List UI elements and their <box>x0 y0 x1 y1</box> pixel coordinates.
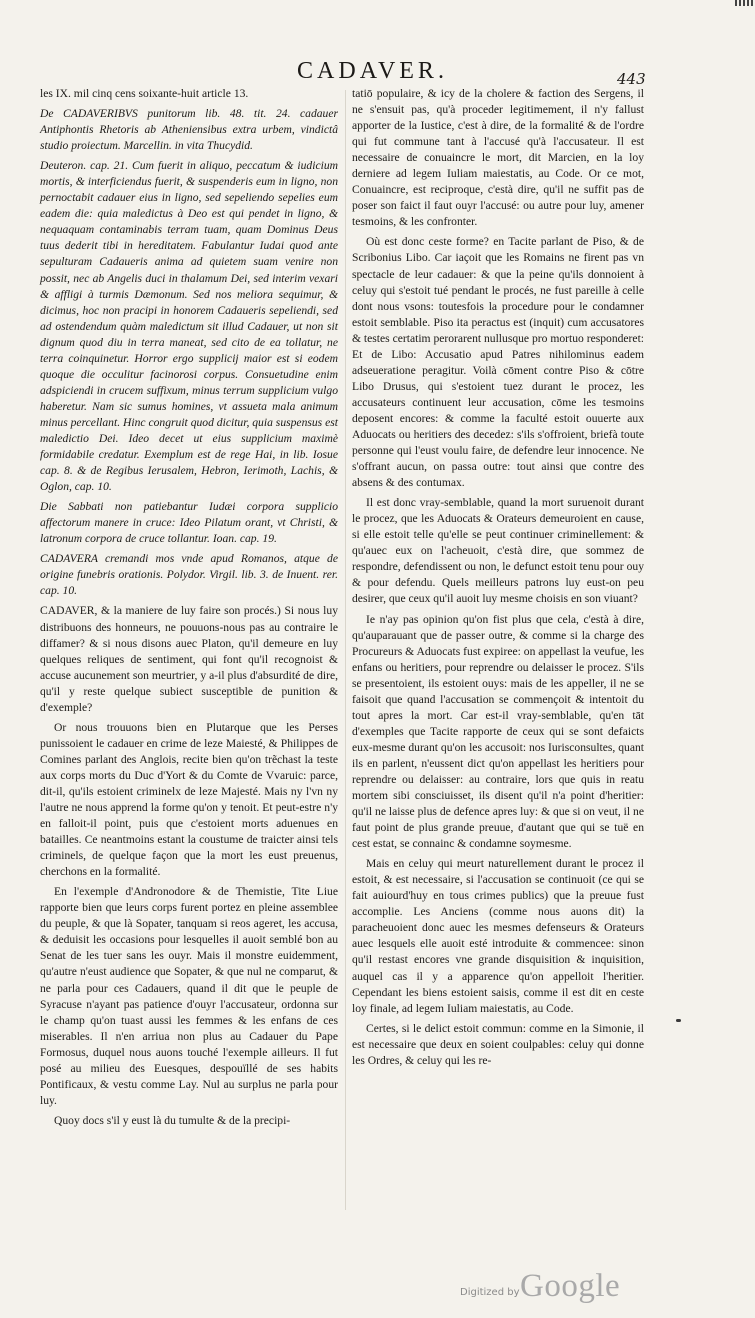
google-logo: Google <box>520 1268 621 1304</box>
paragraph: les IX. mil cinq cens soixante-huit article 13. <box>40 87 249 100</box>
scan-edge-mark <box>735 0 755 6</box>
paragraph: Mais en celuy qui meurt naturellement durant le procez il estoit, & est necessaire, si l'accusation se continuoit (ce qui se fait auiourd'huy en tous crimes publics) que la preuue fust accomplie. Les Anciens (comme nous auons dit) la paracheuoient donc auec les mesmes defenseurs & Orateurs auec lesquels elle auoit esté introduite & commencee: sinon qu'il restast encores vne grande disquisition & inquisition, auquel cas il y a apparence qu'on appelloit l'heritier. Cependant les biens estoient saisis, comme il est dit en ceste loy finale, ad legem Iuliam maiestatis, au Code. <box>352 857 644 1015</box>
paragraph: Or nous trouuons bien en Plutarque que les Perses punissoient le cadauer en crime de leze Maiesté, & Philippes de Comines parlant des Anglois, recite bien qu'on trẽchast la teste aux corps morts du Duc d'Yort & du Comte de Vvaruic: parce, dit-il, qu'ils estoient criminelx de leze Majesté. Mais ny l'vn ny l'autre ne nous apprend la forme qu'on y tenoit. Et peut-estre n'y en falloit-il point, puis que c'estoient morts aduenues en batailles. Ce neantmoins estant la coustume de traicter ainsi tels criminels, de quelque façon que la mort les eust preuenus, cherchons en la formalité. <box>40 720 338 879</box>
paragraph: Deuteron. cap. 21. Cum fuerit in aliquo, peccatum & iudicium mortis, & interficiendus fuerit, & suspenderis eum in ligno, non pernoctabit cadauer eius in ligno, sed sepeliendo sepelies eum eadem die: quia maledictus à Deo est qui pendet in ligno, & nequaquam contaminabis terram tuam, quam Dominus Deus tuus dederit tibi in hereditatem. Fabulantur Iudai quod ante sepulturam Cadaueris anima ad quietem suam venire non possit, nec ab Angelis duci in thalamum Dei, sed interim vexari & affligi à turmis Dæmonum. Sed nos meliora sequimur, & dicimus, hoc non pracipi in honorem Cadaueris sepeliendi, sed ad ostendendum quàm maledictum sit illud Cadauer, ut non sit dignum quod diu in terra maneat, sed cito de ea tollatur, ne terra coinquinetur. Horror ergo supplicij maior est si eodem quoque die occulitur facinorosi corpus. Consuetudine enim adspiciendi in crucem suffixum, minus terrum supplicium vulgo haberetur. Nam sic sumus homines, vt assueta mala animum minus percellant. Hinc congruit quod dicitur, quia suspensus est maledictio Dei. Ideo decet ut eius supplicium maximè formidabile credatur. Exemplum est de rege Hai, in lib. Iosue cap. 8. & de Regibus Ierusalem, Hebron, Ierimoth, Lachis, & Oglon, cap. 10. <box>40 159 338 494</box>
column-divider <box>345 90 346 1210</box>
paragraph: Où est donc ceste forme? en Tacite parlant de Piso, & de Scribonius Libo. Car iaçoit que les Romains ne firent pas vn spectacle de leur cadauer: & que la peine qu'ils donnoient à celuy qui s'estoit tué pendant le procés, ne fust pareille à celle dont nous vsons: toutesfois la procedure pour le condamner estoit semblable. Piso ita peractus est (inquit) cum accusatores & testes certatim perorarent nullusque pro mortuo responderet: Et de Libo: Accusatio apud Patres nihilominus eadem adseueratione peragitur. Voilà cōment contre Piso & cōtre Libo Drusus, qui s'estoient tuez durant le procez, les accusateurs continuent leur accusation, cōme les tesmoins deposent encores: & comme la faculté estoit ouuerte aux Aduocats ou heritiers des decedez: s'ils s'offroient, briefà toute personne qui l'eust voulu faire, de defendre leur innocence. Ne s'offrant aucun, on passa outre: tout ainsi que contre des absens & des contumax. <box>352 235 645 490</box>
paragraph: tatiō populaire, & icy de la cholere & faction des Sergens, il ne s'ensuit pas, qu'à proceder legitimement, il n'y fallust apporter de la Iustice, c'est à dire, de la formalité & de l'ordre qui fut commune tant à l'accusé qu'à l'accusateur. Il est necessaire de conuaincre le mort, dit Marcien, en la loy derniere ad legem Iuliam maiestatis, au Code. Or ce mot, Conuaincre, est reciproque, c'està dire, qu'il ne suffit pas de poser son faict il faut ouyr l'accusé: ou autre pour luy, amener tesmoins, & les confronter. <box>352 87 644 229</box>
running-title: CADAVER. <box>297 58 448 84</box>
paragraph: Certes, si le delict estoit commun: comme en la Simonie, il est necessaire que deux en soient coulpables: celuy qui donne les Ordres, & celuy qui les re- <box>352 1021 644 1067</box>
right-column <box>352 86 644 1073</box>
left-column <box>40 86 338 1133</box>
paragraph: De CADAVERIBVS punitorum lib. 48. tit. 24. cadauer Antiphontis Rhetoris ab Atheniensibus extra urbem, vindictâ studio proiectum. Marcellin. in vita Thucydid. <box>40 107 338 153</box>
paragraph: Die Sabbati non patiebantur Iudæi corpora supplicio affectorum manere in cruce: Ideo Pilatum orant, vt Christi, & latronum corpora de cruce tollantur. Ioan. cap. 19. <box>40 500 338 546</box>
paragraph: CADAVER, & la maniere de luy faire son procés.) Si nous luy distribuons des honneurs, ne pouuons-nous pas au contraire le diffamer? & si nous disons auec Platon, qu'il demeure en luy quelques reliques de sentiment, qui font qu'il recognoist & accuse aucunement son meurtrier, y a-il plus d'absurdité de dire, qu'il y reste quelque subiect susceptible de punition & d'exemple? <box>40 604 338 714</box>
ink-speck <box>676 1019 681 1022</box>
page-number: 443 <box>617 70 646 88</box>
running-head <box>0 58 755 88</box>
paragraph: CADAVERA cremandi mos vnde apud Romanos, atque de origine funebris orationis. Polydor. Virgil. lib. 3. de Inuent. rer. cap. 10. <box>40 552 338 598</box>
google-watermark <box>460 1268 660 1308</box>
paragraph: Ie n'ay pas opinion qu'on fist plus que cela, c'està à dire, qu'auparauant que de passer outre, & comme si la charge des Procureurs & Aduocats fust expiree: on appellast la veufue, les enfans ou heritiers, pour reprendre ou delaisser le procez. S'ils se presentoient, ils estoient ouys: mais de les appeller, il ne se faisoit que quand l'accusation se commençoit & intentoit du tout apres la mort. Car est-il vray-semblable, qu'en tāt d'exemples que Tacite rapporte de ceux qui se sont defaicts eux-mesme durant qu'on les accusoit: nos Iurisconsultes, quant ils en parlent, n'eussent dict qu'on appellast les heritiers pour reprendre ou delaisser: au contraire, lors que quis in reatu mortem sibi consciuisset, ils disent qu'il n'a point d'heritier: qu'il ne laisse plus de defence apres luy: & que si on veut, il ne faut point de plus grande preuue, d'autant que qui se tuë en cest estat, se connainc & condamne soymesme. <box>352 612 644 851</box>
digitized-by-label: Digitized by <box>460 1287 520 1298</box>
paragraph: Quoy docs s'il y eust là du tumulte & de la precipi- <box>54 1113 291 1127</box>
paragraph: En l'exemple d'Andronodore & de Themistie, Tite Liue rapporte bien que leurs corps furent portez en pleine assemblee du peuple, & que là Sopater, tanquam si reos ageret, les accusa, & deduisit les occasions pour lesquelles il auoit semblé bon au Senat de les tuer sans les ouyr. Mais il monstre euidemment, qu'autre n'eust audience que Sopater, & que nul ne comparut, & ne parla pour ces Cadauers, quand il dit que le peuple de Syracuse n'ayant pas patience d'ouyr l'accusateur, ordonna sur le champ qu'on tuast aussi les femmes & les enfans de ces miserables. Il n'en arriua non plus au Cadauer du Pape Formosus, duquel nous auons touché l'exemple ailleurs. Il fut posé au milieu des Euesques, despouïllé de ses habits Pontificaux, & vestu comme Lay. Nul au surplus ne parla pour luy. <box>40 885 338 1107</box>
paragraph: Il est donc vray-semblable, quand la mort suruenoit durant le procez, que les Aduocats & Orateurs demeuroient en cause, si elle estoit telle qu'elle se peut continuer criminellement: & qu'auec eux on l'acheuoit, c'està dire, que sommez de respondre, defendissent ou non, le defunct estoit tenu pour ouy & pour defendu. Quels meilleurs patrons luy eust-on peu desirer, que ceux qu'il auoit luy mesme choisis en son viuant? <box>352 496 644 606</box>
